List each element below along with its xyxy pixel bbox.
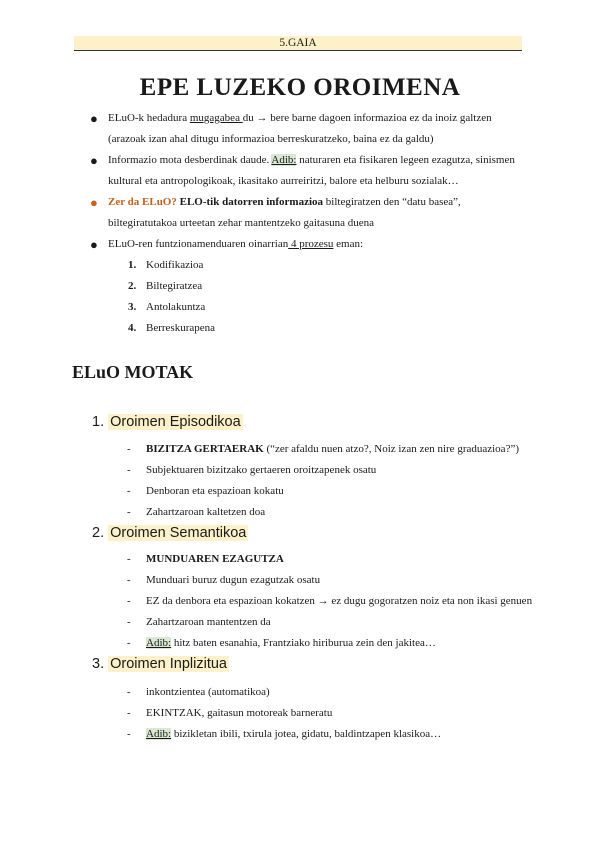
- process-item: 2. Biltegiratzea: [128, 280, 203, 292]
- bullet-dot-icon: ●: [90, 153, 98, 168]
- question-text: Zer da ELuO?: [108, 196, 177, 208]
- bold-text: ELO-tik datorren informazioa: [176, 196, 324, 208]
- process-item: 4. Berreskurapena: [128, 322, 216, 334]
- list-item: - MUNDUAREN EZAGUTZA: [127, 553, 284, 565]
- intro-bullet-3: [90, 192, 570, 234]
- adib-label: Adib:: [146, 637, 172, 649]
- text: kultural eta antropologikoak, ikasitako aurreiritzi, balore eta helburu sozialak…: [108, 175, 459, 187]
- list-item: - BIZITZA GERTAERAK (“zer afaldu nuen atzo?, Noiz izan zen nire graduazioa?”): [127, 443, 519, 455]
- page-title: EPE LUZEKO OROIMENA: [139, 74, 461, 101]
- text: (arazoak izan ahal ditugu informazioa berreskuratzeko, baina ez da galdu): [108, 133, 434, 145]
- bullet-dot-icon: ●: [90, 195, 98, 210]
- underlined-text: 4 prozesu: [288, 238, 334, 250]
- text: ELuO-k hedadura: [108, 112, 190, 124]
- section-3-title: 3. Oroimen Inplizitua: [92, 656, 227, 672]
- text: biltegiratzen den “datu basea”,: [323, 196, 461, 208]
- list-item: - Munduari buruz dugun ezagutzak osatu: [127, 574, 321, 586]
- list-item: - Subjektuaren bizitzako gertaeren oroitzapenek osatu: [127, 464, 377, 476]
- text: ELuO-ren funtzionamenduaren oinarrian: [108, 238, 289, 250]
- section-heading: ELuO MOTAK: [72, 362, 194, 382]
- list-item: - EKINTZAK, gaitasun motoreak barneratu: [127, 707, 333, 719]
- underlined-text: mugagabea: [189, 112, 243, 124]
- process-item: 3. Antolakuntza: [128, 301, 206, 313]
- page-header: 5.GAIA: [74, 36, 522, 51]
- list-item: - Adib: hitz baten esanahia, Frantziako hiriburua zein den jakitea…: [127, 637, 436, 649]
- process-item: 1. Kodifikazioa: [128, 259, 204, 271]
- text: biltegiratutakoa urteetan zehar mantentzeko gaitasuna duena: [108, 217, 375, 229]
- text: naturaren eta fisikaren legeen ezagutza, sinismen: [296, 154, 515, 166]
- list-item: - EZ da denbora eta espazioan kokatzen → ez dugu gogoratzen noiz eta non ikasi genuen: [127, 595, 533, 607]
- list-item: - Adib: bizikletan ibili, txirula jotea, gidatu, baldintzapen klasikoa…: [127, 728, 442, 740]
- adib-label: Adib:: [146, 728, 172, 740]
- list-item: - Zahartzaroan mantentzen da: [127, 616, 271, 628]
- section-2-title: 2. Oroimen Semantikoa: [92, 525, 247, 541]
- intro-bullet-2: [90, 150, 570, 192]
- text: Informazio mota desberdinak daude.: [108, 154, 272, 166]
- intro-bullet-4: [90, 234, 570, 255]
- adib-label: Adib:: [271, 154, 297, 166]
- list-item: - inkontzientea (automatikoa): [127, 686, 270, 698]
- bullet-dot-icon: ●: [90, 237, 98, 252]
- list-item: - Zahartzaroan kaltetzen doa: [127, 506, 266, 518]
- list-item: - Denboran eta espazioan kokatu: [127, 485, 284, 497]
- section-1-title: 1. Oroimen Episodikoa: [92, 414, 241, 430]
- text: eman:: [333, 238, 364, 250]
- intro-bullet-1: [90, 108, 570, 150]
- bullet-dot-icon: ●: [90, 111, 98, 126]
- text: du → bere barne dagoen informazioa ez da inoiz galtzen: [242, 112, 492, 124]
